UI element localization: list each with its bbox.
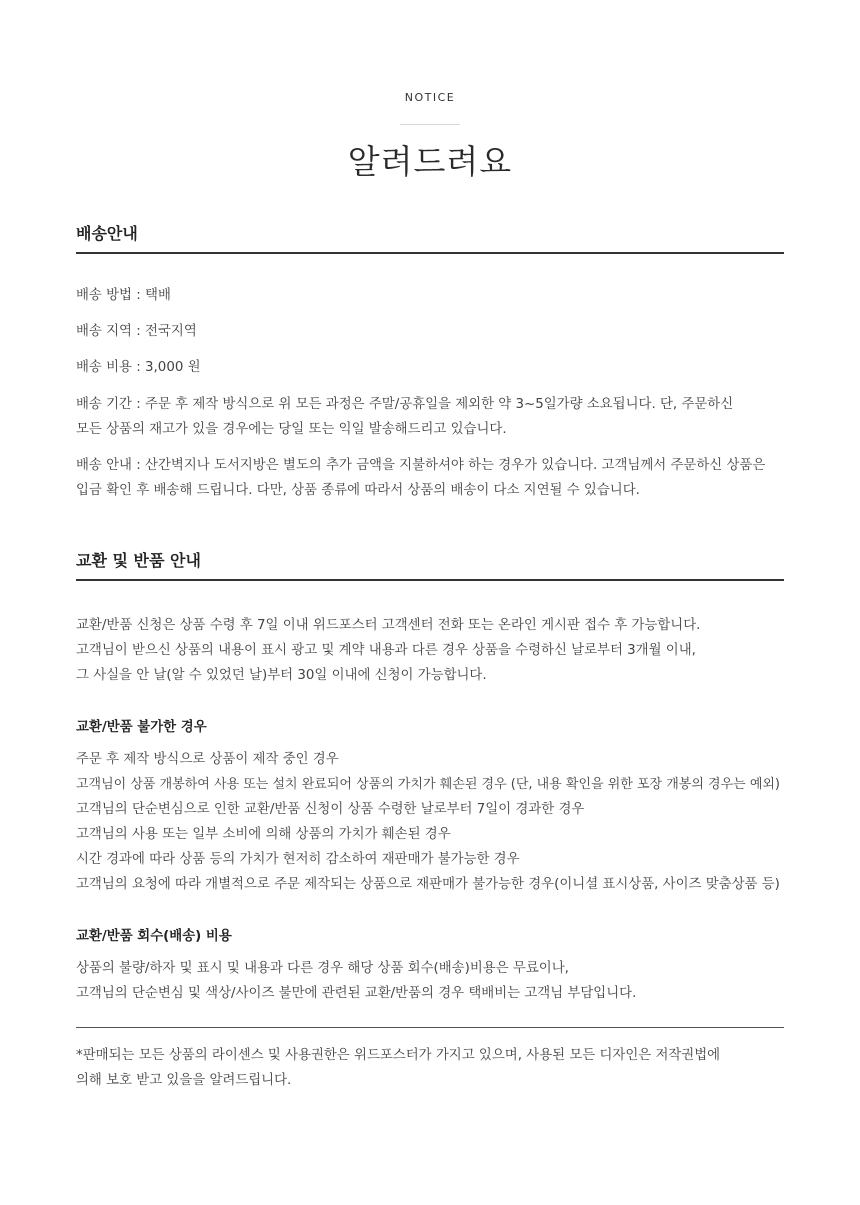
page-title: 알려드려요 [347, 142, 513, 181]
delivery-guide-line-2: 입금 확인 후 배송해 드립니다. 다만, 상품 종류에 따라서 상품의 배송이 다소 지연될 수 있습니다. [76, 483, 640, 498]
notice-divider [400, 124, 460, 125]
delivery-cost: 배송 비용 : 3,000 원 [76, 360, 201, 375]
not-allowed-item: 시간 경과에 따라 상품 등의 가치가 현저히 감소하여 재판매가 불가능한 경우 [76, 852, 520, 867]
footer-rule [76, 1027, 784, 1028]
return-cost-line: 고객님의 단순변심 및 색상/사이즈 불만에 관련된 교환/반품의 경우 택배비는 고객님 부담입니다. [76, 986, 637, 1001]
delivery-guide-line-1: 배송 안내 : 산간벽지나 도서지방은 별도의 추가 금액을 지불하셔야 하는 경우가 있습니다. 고객님께서 주문하신 상품은 [76, 458, 766, 473]
not-allowed-item: 주문 후 제작 방식으로 상품이 제작 중인 경우 [76, 752, 339, 767]
exchange-intro-line: 그 사실을 안 날(알 수 있었던 날)부터 30일 이내에 신청이 가능합니다. [76, 668, 487, 683]
notice-label: NOTICE [404, 91, 456, 104]
not-allowed-title: 교환/반품 불가한 경우 [76, 720, 207, 735]
footer-note-line-1: *판매되는 모든 상품의 라이센스 및 사용권한은 위드포스터가 가지고 있으며, 사용된 모든 디자인은 저작권법에 [76, 1048, 721, 1063]
delivery-period-line-1: 배송 기간 : 주문 후 제작 방식으로 위 모든 과정은 주말/공휴일을 제외한 약 3~5일가량 소요됩니다. 단, 주문하신 [76, 397, 734, 412]
delivery-region: 배송 지역 : 전국지역 [76, 324, 197, 339]
exchange-section-title: 교환 및 반품 안내 [76, 551, 201, 570]
exchange-section-rule [76, 579, 784, 581]
not-allowed-item: 고객님의 사용 또는 일부 소비에 의해 상품의 가치가 훼손된 경우 [76, 827, 451, 842]
delivery-method: 배송 방법 : 택배 [76, 288, 171, 303]
return-cost-title: 교환/반품 회수(배송) 비용 [76, 929, 232, 944]
delivery-period-line-2: 모든 상품의 재고가 있을 경우에는 당일 또는 익일 발송해드리고 있습니다. [76, 422, 507, 437]
delivery-section-title: 배송안내 [76, 224, 138, 243]
return-cost-line: 상품의 불량/하자 및 표시 및 내용과 다른 경우 해당 상품 회수(배송)비용은 무료이나, [76, 961, 569, 976]
footer-note-line-2: 의해 보호 받고 있을을 알려드립니다. [76, 1073, 292, 1088]
delivery-section-rule [76, 252, 784, 254]
not-allowed-item: 고객님의 요청에 따라 개별적으로 주문 제작되는 상품으로 재판매가 불가능한 경우(이니셜 표시상품, 사이즈 맞춤상품 등) [76, 877, 780, 892]
exchange-intro-line: 고객님이 받으신 상품의 내용이 표시 광고 및 계약 내용과 다른 경우 상품을 수령하신 날로부터 3개월 이내, [76, 643, 696, 658]
exchange-intro-line: 교환/반품 신청은 상품 수령 후 7일 이내 위드포스터 고객센터 전화 또는 온라인 게시판 접수 후 가능합니다. [76, 618, 701, 633]
not-allowed-item: 고객님이 상품 개봉하여 사용 또는 설치 완료되어 상품의 가치가 훼손된 경우 (단, 내용 확인을 위한 포장 개봉의 경우는 예외) [76, 777, 781, 792]
not-allowed-item: 고객님의 단순변심으로 인한 교환/반품 신청이 상품 수령한 날로부터 7일이 경과한 경우 [76, 802, 585, 817]
